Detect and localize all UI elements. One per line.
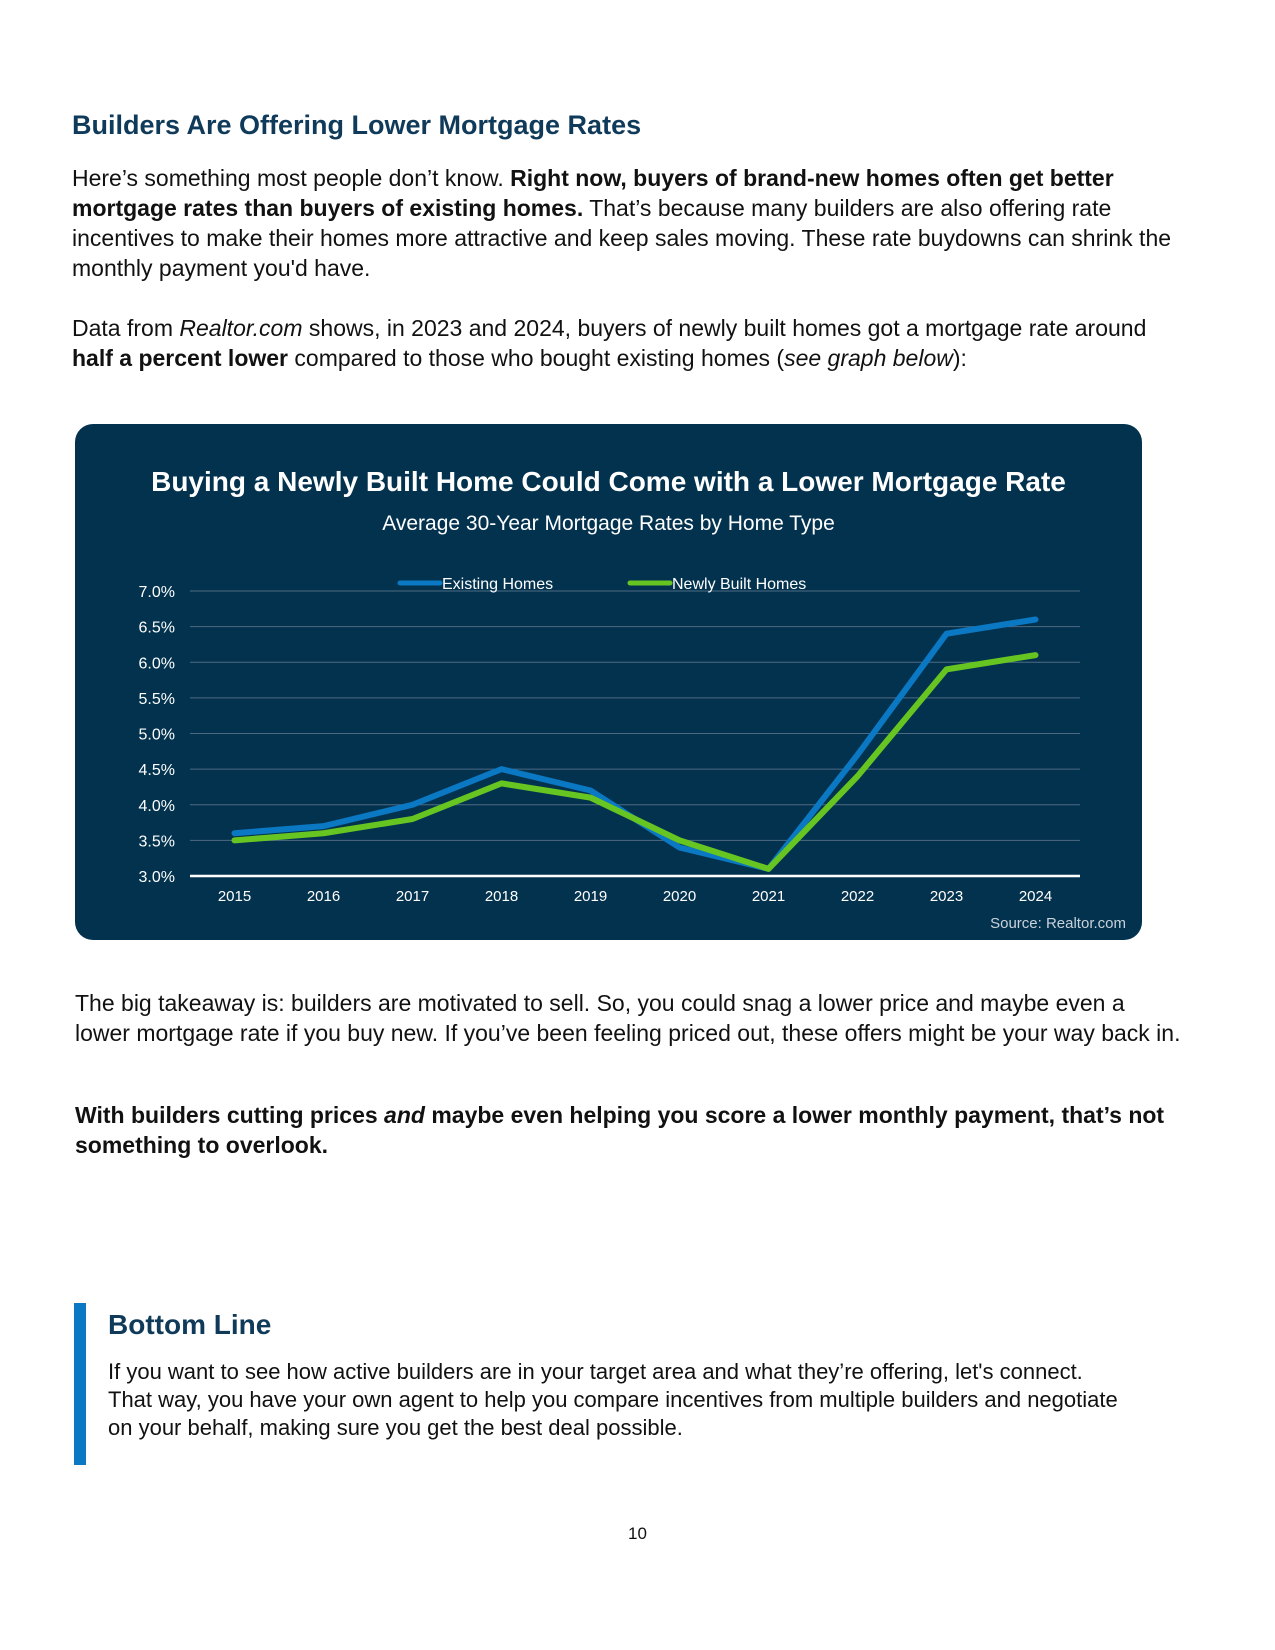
y-tick-label: 6.0% [138, 655, 175, 673]
y-tick-label: 6.5% [138, 619, 175, 637]
line-chart [75, 424, 1142, 940]
bottom-line-body: If you want to see how active builders are in your target area and what they’re offering, let's connect. That way, you have your own agent to help you compare incentives from multiple builders and negotiate on your behalf, making sure you get the best deal possible. [108, 1359, 1118, 1440]
data-text-comparison: compared to those who bought existing homes ( [288, 345, 785, 371]
x-tick-label: 2015 [217, 888, 252, 905]
y-tick-label: 3.5% [138, 833, 175, 851]
data-text-end: ): [952, 345, 967, 371]
section-heading: Builders Are Offering Lower Mortgage Rates [72, 110, 642, 140]
bottom-line-callout [74, 1303, 1154, 1465]
y-tick-label: 5.0% [138, 726, 175, 744]
y-tick-label: 7.0% [138, 584, 175, 601]
closing-paragraph [75, 1100, 1185, 1160]
closing-text-continued: maybe even helping you score a lower monthly payment, that’s not something to overlook. [75, 1102, 1165, 1158]
chart-legend [400, 576, 806, 593]
legend-label: Newly Built Homes [672, 576, 807, 593]
y-tick-label: 4.5% [138, 762, 175, 780]
x-tick-label: 2024 [1018, 888, 1053, 905]
x-tick-label: 2022 [840, 888, 875, 905]
x-tick-label: 2023 [929, 888, 964, 905]
series-line-newly-built-homes [235, 655, 1036, 869]
closing-italic: and [384, 1102, 425, 1128]
x-tick-label: 2017 [395, 888, 430, 905]
data-paragraph [72, 313, 1182, 373]
x-axis-ticks [218, 888, 1052, 905]
bottom-line-title: Bottom Line [108, 1309, 272, 1340]
x-tick-label: 2019 [573, 888, 608, 905]
intro-bold-text: Right now, buyers of brand-new homes often get better mortgage rates than buyers of existing homes. [72, 165, 1114, 221]
data-text-continued: shows, in 2023 and 2024, buyers of newly built homes got a mortgage rate around [302, 315, 1147, 341]
data-text: Data from [72, 315, 180, 341]
intro-paragraph [72, 163, 1182, 283]
callout-accent-bar [74, 1303, 86, 1465]
chart-source: Source: Realtor.com [990, 915, 1126, 932]
intro-text: Here’s something most people don’t know. [72, 165, 511, 191]
emphasis-half-percent: half a percent lower [72, 345, 289, 371]
series-line-existing-homes [235, 620, 1036, 869]
intro-text-continued: That’s because many builders are also offering rate incentives to make their homes more attractive and keep sales moving. These rate buydowns can shrink the monthly payment you'd have. [72, 195, 1172, 281]
x-tick-label: 2018 [484, 888, 519, 905]
x-tick-label: 2020 [662, 888, 697, 905]
see-graph-note: see graph below [784, 345, 953, 371]
source-name: Realtor.com [179, 315, 303, 341]
y-tick-label: 4.0% [138, 797, 175, 815]
chart-card [75, 424, 1142, 940]
chart-subtitle: Average 30-Year Mortgage Rates by Home Type [382, 512, 835, 535]
series-lines [234, 619, 1035, 869]
page-number: 10 [628, 1524, 647, 1543]
legend-label: Existing Homes [442, 576, 554, 593]
y-tick-label: 5.5% [138, 690, 175, 708]
y-axis-ticks [139, 584, 175, 886]
closing-text: With builders cutting prices [75, 1102, 385, 1128]
takeaway-paragraph: The big takeaway is: builders are motivated to sell. So, you could snag a lower price and maybe even a lower mortgage rate if you buy new. If you’ve been feeling priced out, these offers might be your way back in. [75, 990, 1181, 1046]
x-tick-label: 2016 [306, 888, 341, 905]
y-tick-label: 3.0% [138, 869, 175, 886]
x-tick-label: 2021 [751, 888, 786, 905]
chart-title: Buying a Newly Built Home Could Come with a Lower Mortgage Rate [151, 466, 1066, 497]
